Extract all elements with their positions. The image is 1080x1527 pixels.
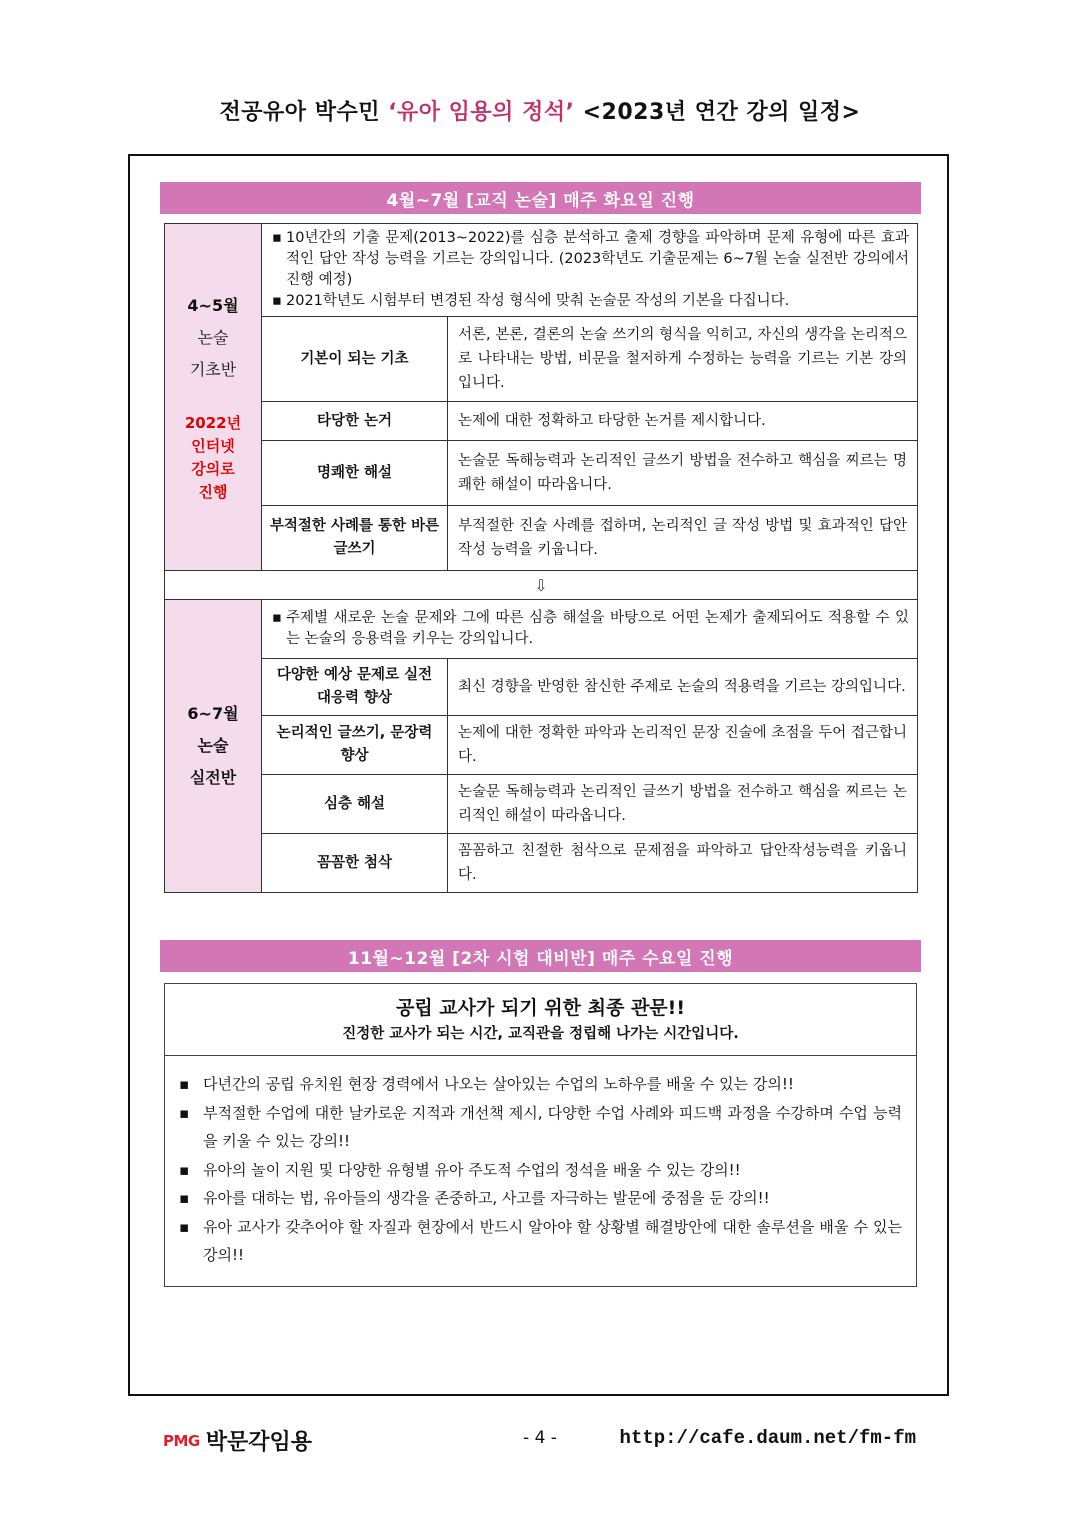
row-label: 다양한 예상 문제로 실전 대응력 향상 [262,659,448,716]
bullet-square-icon: ▪ [272,230,282,246]
page-title [0,95,1080,126]
list-item [272,228,909,291]
table-row [165,716,918,775]
group1-name2: 기초반 [189,360,237,379]
list-item [179,1184,902,1213]
section2-list [165,1056,916,1270]
section1-banner: 4월~7월 [교직 논술] 매주 화요일 진행 [160,182,921,214]
list-item [272,291,909,312]
down-arrow-icon: ⇩ [165,571,918,600]
row-label: 꼼꼼한 첨삭 [262,834,448,893]
list-item [179,1099,902,1156]
group2-intro-text: 주제별 새로운 논술 문제와 그에 따른 심층 해설을 바탕으로 어떤 논제가 출제되어도 적용할 수 있는 논술의 응용력을 키우는 강의입니다. [286,610,910,647]
list-item [179,1070,902,1099]
row-label: 부적절한 사례를 통한 바른 글쓰기 [262,506,448,571]
table-row [165,402,918,441]
table-row [165,834,918,893]
list-item-text: 다년간의 공립 유치원 현장 경력에서 나오는 살아있는 수업의 노하우를 배울 수 있는 강의!! [203,1075,794,1093]
table-row [165,506,918,571]
bullet-square-icon: ▪ [272,610,282,626]
group1-note-line: 강의로 [191,460,235,478]
list-item-text: 유아를 대하는 법, 유아들의 생각을 존중하고, 사고를 자극하는 발문에 중점을 둔 강의!! [203,1189,770,1207]
group1-intro-text: 10년간의 기출 문제(2013~2022)를 심층 분석하고 출제 경향을 파악하며 문제 유형에 따른 효과적인 답안 작성 능력을 기르는 강의입니다. (2023학년도 기출문제는 6~7월 논술 실전반 강의에서 진행 예정) [286,230,910,288]
group2-name1: 논술 [197,736,229,755]
bullet-square-icon: ▪ [179,1160,190,1179]
group1-intro-text: 2021학년도 시험부터 변경된 작성 형식에 맞춰 논술문 작성의 기본을 다집니다. [286,293,790,309]
list-item-text: 유아의 놀이 지원 및 다양한 유형별 유아 주도적 수업의 정석을 배울 수 있는 강의!! [203,1160,741,1179]
list-item-text: 유아 교사가 갖추어야 할 자질과 현장에서 반드시 알아야 할 상황별 해결방안에 대한 솔루션을 배울 수 있는 강의!! [203,1217,902,1264]
bullet-square-icon: ▪ [179,1075,190,1093]
table-row [165,775,918,834]
bullet-square-icon: ▪ [179,1189,190,1207]
list-item [179,1156,902,1185]
bullet-square-icon: ▪ [179,1103,190,1122]
table-row [165,441,918,506]
list-item [179,1213,902,1270]
group1-period: 4~5월 [187,296,239,315]
row-desc: 논제에 대한 정확하고 타당한 논거를 제시합니다. [448,402,918,441]
bullet-square-icon: ▪ [272,293,282,309]
row-desc: 논술문 독해능력과 논리적인 글쓰기 방법을 전수하고 핵심을 찌르는 명쾌한 해설이 따라옵니다. [448,441,918,506]
group1-name1: 논술 [197,328,229,347]
bullet-square-icon: ▪ [179,1217,190,1236]
group1-side-cell [165,224,262,571]
list-item [272,608,909,650]
table-row [165,317,918,402]
list-item-text: 부적절한 수업에 대한 날카로운 지적과 개선책 제시, 다양한 수업 사례와 피드백 과정을 수강하며 수업 능력을 키울 수 있는 강의!! [203,1103,902,1150]
row-desc: 논술문 독해능력과 논리적인 글쓰기 방법을 전수하고 핵심을 찌르는 논리적인 해설이 따라옵니다. [448,775,918,834]
section2-banner: 11월~12월 [2차 시험 대비반] 매주 수요일 진행 [160,940,921,972]
group2-intro [262,600,918,659]
row-desc: 논제에 대한 정확한 파악과 논리적인 문장 진술에 초점을 두어 접근합니다. [448,716,918,775]
publisher-logo [163,1425,312,1456]
row-label: 심층 해설 [262,775,448,834]
section2-subheadline: 진정한 교사가 되는 시간, 교직관을 정립해 나가는 시간입니다. [342,1026,739,1042]
group1-note-line: 인터넷 [191,437,235,455]
row-label: 명쾌한 해설 [262,441,448,506]
footer-url: http://cafe.daum.net/fm-fm [619,1427,916,1449]
table-row [165,659,918,716]
row-label: 논리적인 글쓰기, 문장력 향상 [262,716,448,775]
section2-header [165,984,916,1056]
row-desc: 최신 경향을 반영한 참신한 주제로 논술의 적용력을 기르는 강의입니다. [448,659,918,716]
section2-box [164,983,917,1287]
row-label: 타당한 논거 [262,402,448,441]
title-part2: <2023년 연간 강의 일정> [574,100,861,125]
group2-side-cell [165,600,262,893]
row-desc: 꼼꼼하고 친절한 첨삭으로 문제점을 파악하고 답안작성능력을 키웁니다. [448,834,918,893]
group2-period: 6~7월 [187,704,239,723]
row-desc: 부적절한 진술 사례를 접하며, 논리적인 글 작성 방법 및 효과적인 답안 작성 능력을 키웁니다. [448,506,918,571]
schedule-table [164,223,918,893]
group1-note-line: 진행 [198,483,228,501]
group2-name2: 실전반 [189,768,237,787]
title-highlight: ‘유아 임용의 정석’ [388,100,575,125]
page-footer [0,1425,1080,1455]
title-part1: 전공유아 박수민 [219,100,389,125]
group1-note [165,412,261,504]
row-label: 기본이 되는 기초 [262,317,448,402]
group1-note-line: 2022년 [184,414,242,432]
page-number: - 4 - [523,1428,557,1448]
row-desc: 서론, 본론, 결론의 논술 쓰기의 형식을 익히고, 자신의 생각을 논리적으로 나타내는 방법, 비문을 철저하게 수정하는 능력을 기르는 기본 강의입니다. [448,317,918,402]
group1-intro [262,224,918,317]
logo-text: 박문각임용 [205,1430,312,1455]
logo-mark: PMG [163,1431,200,1450]
section2-headline: 공립 교사가 되기 위한 최종 관문!! [395,997,685,1019]
